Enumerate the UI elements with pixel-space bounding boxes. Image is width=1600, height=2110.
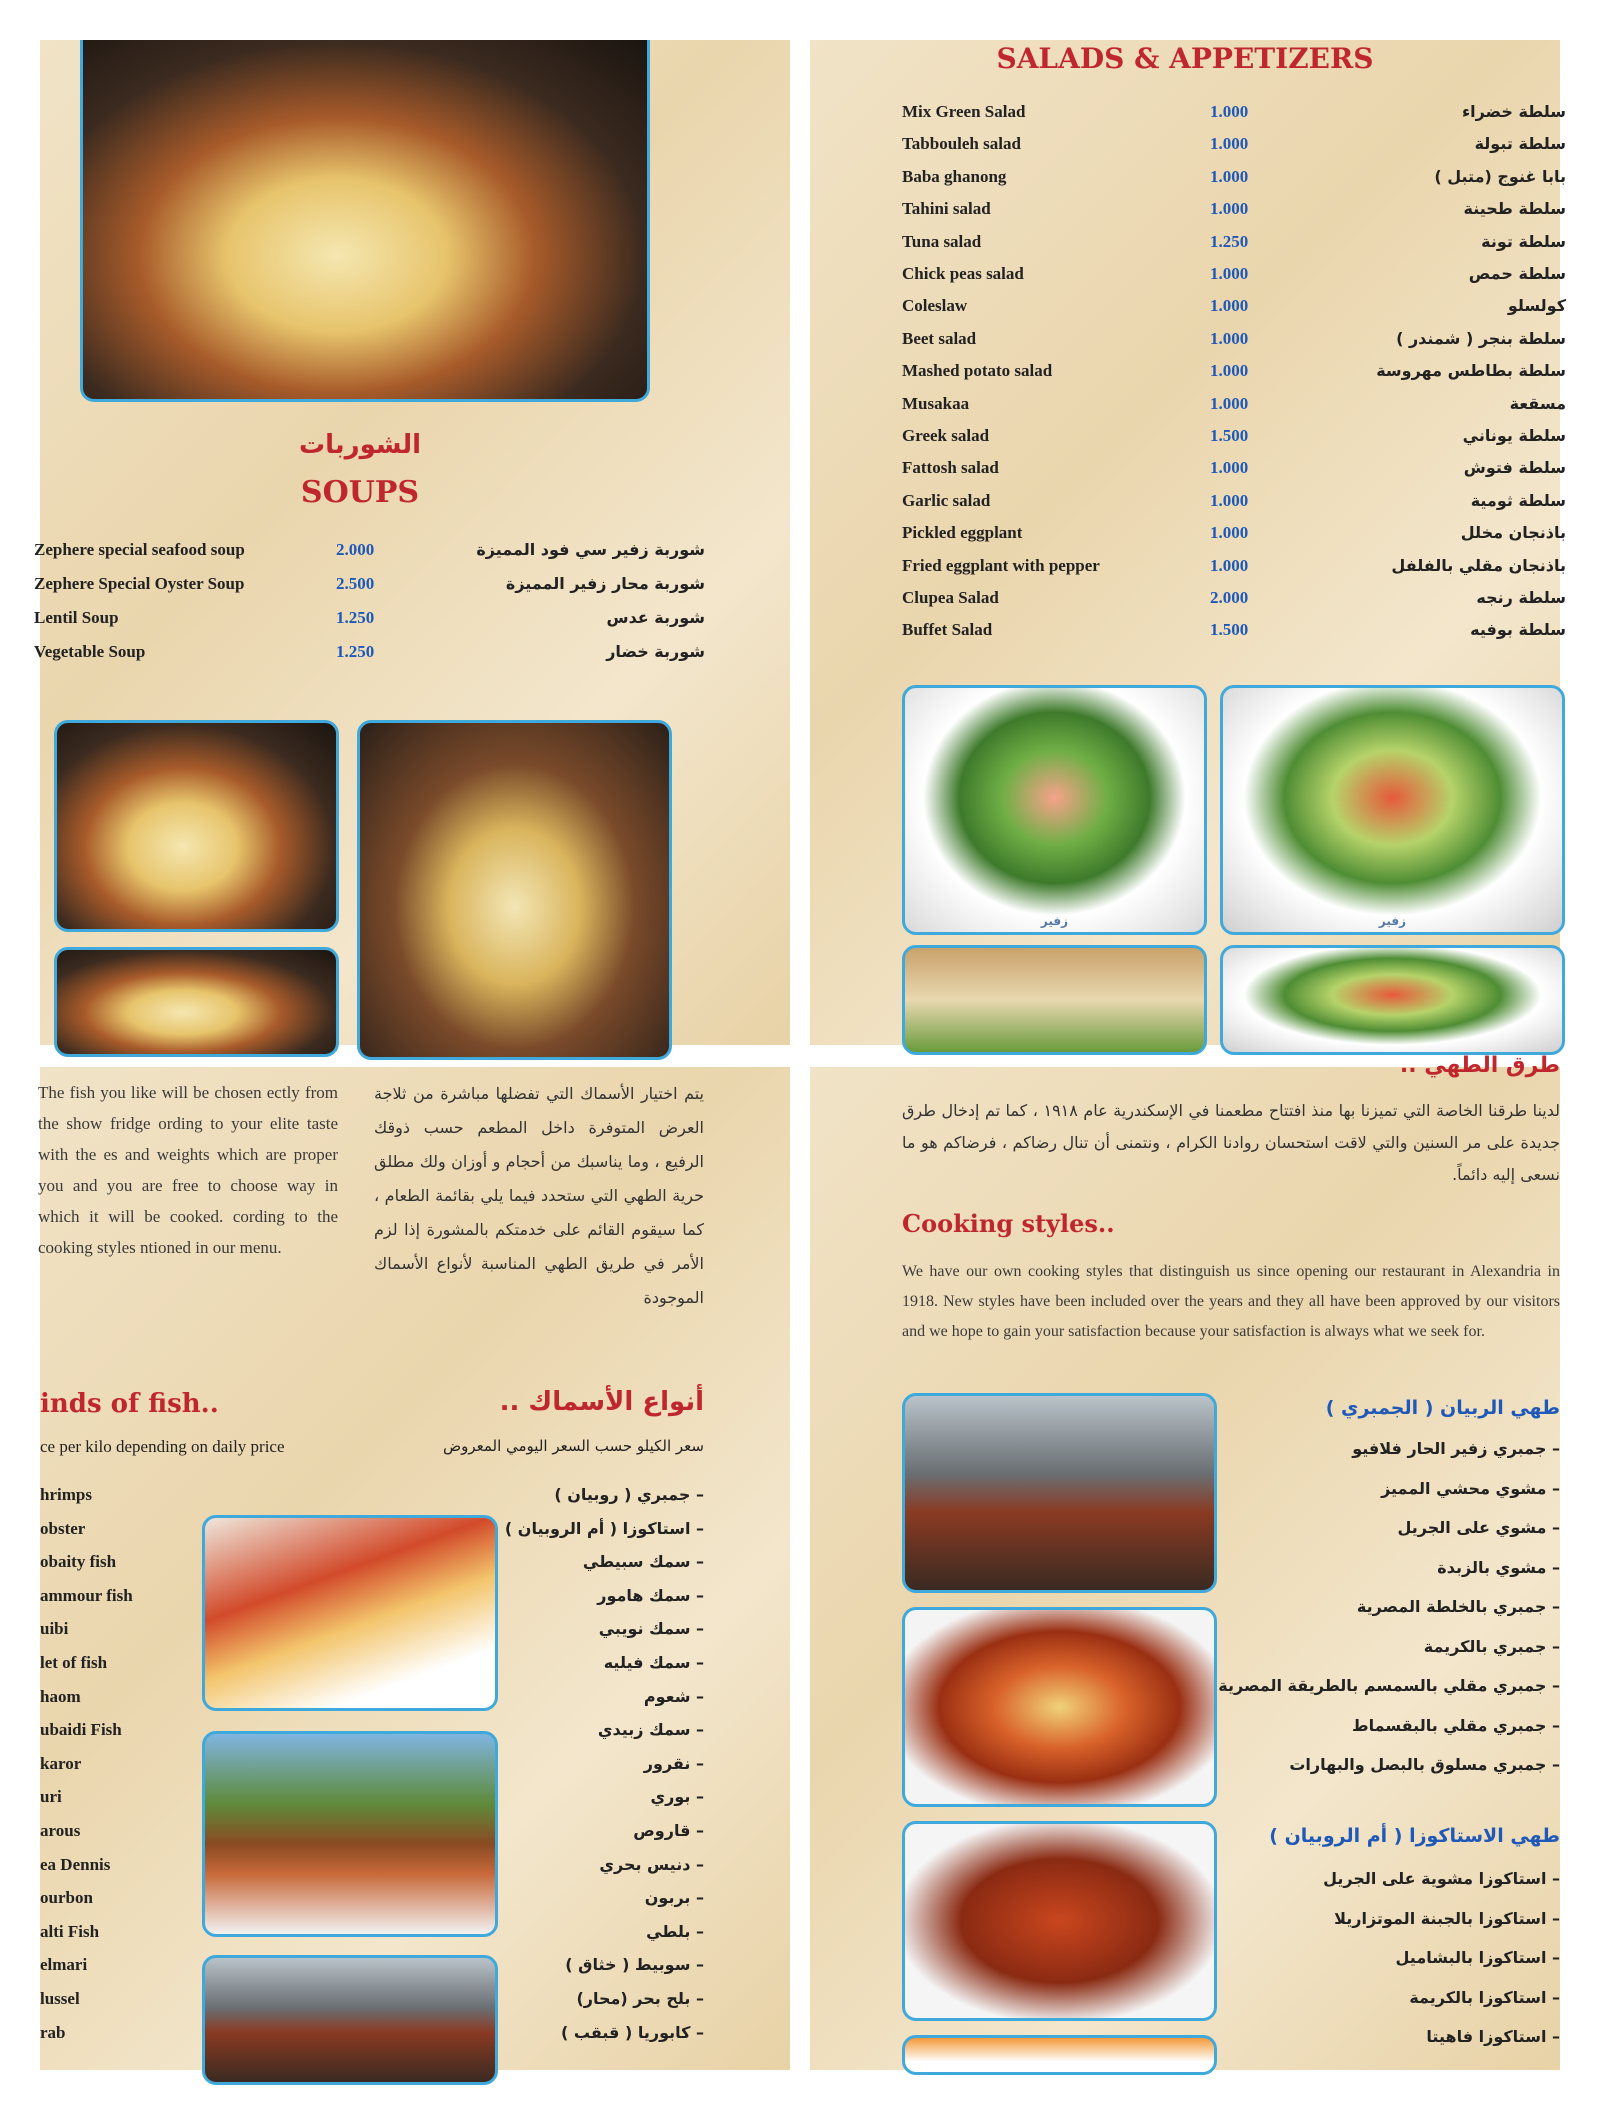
fish-name-en: obaity fish: [40, 1552, 117, 1572]
soup-name-en: Zephere special seafood soup: [34, 540, 245, 559]
soup-price: 2.500: [336, 574, 375, 593]
fish-name-en: obster: [40, 1518, 86, 1538]
fish-name-en: ubaidi Fish: [40, 1720, 122, 1740]
fish-name-en: ourbon: [40, 1888, 93, 1908]
lobster-style-item: – استاكوزا بالجبنة الموتزاريلا: [1334, 1908, 1560, 1928]
salad-name-en: Greek salad: [902, 426, 990, 445]
fish-name-ar: – سوبيط ( خثاق ): [565, 1955, 704, 1975]
soup-row: [34, 608, 790, 638]
shrimp-style-item: – جمبري مقلي بالسمسم بالطريقة المصرية: [1218, 1676, 1560, 1695]
salad-name-ar: باذنجان مخلل: [1460, 523, 1566, 543]
fish-intro-ar: يتم اختيار الأسماك التي تفضلها مباشرة من ثلاجة العرض المتوفرة داخل المطعم حسب ذوقك الرفيع ، وما يناسبك من أحجام و أوزان ولك مطلق حرية الطهي التي ستحدد فيما يلي بقائمة الطعام ، كما سيقوم القائم على خدمتكم بالمشورة إذا لزم الأمر في طريق الطهي المناسبة لأنواع الأسماك الموجودة: [374, 1084, 704, 1307]
shrimp-style-item: – مشوي بالزبدة: [1437, 1557, 1560, 1577]
fish-platter-photo: [202, 1515, 498, 1711]
shrimp-style-item: – جمبري مسلوق بالبصل والبهارات: [1289, 1755, 1560, 1774]
salad-price: 1.000: [1210, 199, 1249, 219]
salad-name-ar: سلطة خضراء: [1461, 102, 1566, 121]
fish-grill-photo: [202, 1955, 498, 2085]
fish-name-ar: – كابوريا ( قبقب ): [561, 2022, 704, 2042]
soup-price: 1.250: [336, 642, 375, 661]
salads-list: [810, 102, 1566, 662]
salad-row: [810, 166, 1566, 197]
salad-name-en: Tabbouleh salad: [902, 134, 1021, 154]
bowl-logo-text: زفير: [1040, 914, 1069, 928]
salad-name-en: Musakaa: [902, 393, 970, 413]
salad-price: 1.000: [1210, 523, 1249, 543]
fattoush-salad-photo: [1220, 685, 1565, 935]
salad-name-en: Clupea Salad: [902, 588, 999, 607]
fish-intro-en: The fish you like will be chosen ectly from the show fridge ording to your elite taste with the es and weights which are proper you and you are free to choose way in which it will be cooked. cording to the cooking styles ntioned in our menu.: [38, 1083, 338, 1257]
soup-name-en: Vegetable Soup: [34, 642, 146, 661]
fish-name-en: rab: [40, 2022, 66, 2042]
fish-heading-ar: أنواع الأسماك ..: [499, 1387, 704, 1417]
fish-name-en: uri: [40, 1787, 62, 1807]
fish-name-ar: – سمك هامور: [597, 1585, 704, 1605]
salad-price: 1.000: [1210, 296, 1249, 316]
fish-name-ar: – بربون: [644, 1888, 704, 1908]
fish-sub-en: ce per kilo depending on daily price: [40, 1437, 285, 1456]
salads-title: SALADS & APPETIZERS: [996, 42, 1374, 75]
salad-row: [810, 523, 1566, 553]
shrimp-style-item: – جمبري بالخلطة المصرية: [1356, 1597, 1560, 1616]
soup-name-ar: شوربة خضار: [606, 642, 705, 661]
soup-price: 1.250: [336, 608, 375, 627]
salad-name-ar: سلطة بوفيه: [1470, 620, 1566, 640]
salad-price: 1.000: [1210, 458, 1249, 478]
soup-row: [34, 642, 790, 672]
salad-name-ar: باذنجان مقلي بالفلفل: [1391, 555, 1566, 575]
seafood-soup-photo: [80, 40, 650, 402]
salad-name-en: Coleslaw: [902, 296, 968, 316]
greek-salad-photo: [902, 685, 1207, 935]
soup-price: 2.000: [336, 540, 375, 559]
salad-price: 1.000: [1210, 490, 1249, 510]
shrimp-style-item: – جمبري بالكريمة: [1423, 1636, 1560, 1656]
fish-heading-en: inds of fish..: [40, 1389, 219, 1419]
salad-name-en: Chick peas salad: [902, 264, 1024, 283]
fish-name-ar: – بوري: [650, 1787, 704, 1807]
fish-name-en: arous: [40, 1821, 81, 1840]
fish-name-ar: – سمك فيليه: [603, 1653, 704, 1672]
fish-sub-ar: سعر الكيلو حسب السعر اليومي المعروض: [442, 1437, 704, 1455]
salad-name-ar: سلطة بنجر ( شمندر ): [1396, 328, 1566, 348]
salad-name-en: Mix Green Salad: [902, 102, 1026, 121]
salad-row: [810, 199, 1566, 229]
fish-names-en: [40, 1485, 210, 2075]
fish-name-ar: – بلطي: [646, 1921, 704, 1941]
side-dish-photo: [902, 2035, 1217, 2075]
salad-price: 1.000: [1210, 264, 1249, 283]
soups-page: [34, 40, 790, 1045]
salad-name-ar: سلطة بطاطس مهروسة: [1376, 361, 1566, 381]
salad-name-ar: سلطة ثومية: [1470, 490, 1566, 510]
salad-name-ar: سلطة رنجه: [1476, 588, 1566, 607]
salad-name-ar: سلطة حمص: [1468, 264, 1566, 283]
salad-name-ar: مسقعة: [1509, 393, 1566, 413]
fish-name-ar: – دنيس بحري: [599, 1854, 704, 1874]
cooking-top-heading: طرق الطهي ..: [1399, 1053, 1560, 1078]
salads-page: [810, 40, 1566, 1045]
lobster-cooking-heading: طهي الاستاكوزا ( أم الروبيان ): [1269, 1825, 1560, 1847]
soup-name-ar: شوربة زفير سي فود المميزة: [476, 540, 705, 559]
fish-name-en: karor: [40, 1753, 82, 1773]
salad-name-ar: سلطة تبولة: [1474, 134, 1566, 154]
cooking-heading-en: Cooking styles..: [902, 1209, 1115, 1238]
cream-soup-photo: [54, 947, 339, 1057]
fish-name-en: haom: [40, 1686, 81, 1706]
shrimp-dish-photo: [902, 1607, 1217, 1807]
salad-row: [810, 490, 1566, 521]
salad-name-ar: كولسلو: [1507, 296, 1566, 316]
soup-name-en: Lentil Soup: [34, 608, 119, 627]
cooking-page: [810, 1053, 1561, 2070]
shrimp-soup-photo: [54, 720, 339, 932]
fish-name-ar: – استاكوزا ( أم الروبيان ): [504, 1518, 704, 1538]
salad-price: 1.000: [1210, 134, 1249, 154]
fish-name-en: uibi: [40, 1619, 69, 1639]
cooking-intro-en: We have our own cooking styles that distinguish us since opening our restaurant in Alexandria in 1918. New styles have been included over the years and they all have been approved by our visitors and we hope to gain your satisfaction because your satisfaction is always what we seek for.: [902, 1263, 1560, 1340]
fish-name-ar: – بلح بحر (محار): [576, 1989, 704, 2008]
salad-price: 1.000: [1210, 393, 1249, 413]
soup-name-ar: شوربة محار زفير المميزة: [505, 574, 705, 593]
fish-name-en: ammour fish: [40, 1585, 133, 1605]
soup-row: [34, 540, 790, 570]
fish-name-ar: – سمك زبيدي: [597, 1720, 704, 1740]
grilled-shrimp-photo: [902, 1393, 1217, 1593]
fish-names-ar: [504, 1485, 704, 2075]
shrimp-cooking-list: [1218, 1439, 1560, 1799]
fish-page: [40, 1067, 790, 2070]
salad-row: [810, 555, 1566, 586]
shrimp-style-item: – جمبري زفير الحار فلافيو: [1352, 1439, 1560, 1458]
garnish-salad-photo: [1220, 945, 1565, 1055]
fish-name-en: elmari: [40, 1955, 88, 1975]
salad-row: [810, 134, 1566, 164]
salad-row: [810, 296, 1566, 326]
salad-name-en: Tahini salad: [902, 199, 991, 219]
salad-name-en: Garlic salad: [902, 490, 991, 510]
lobster-cooking-list: [1230, 1869, 1560, 2069]
salad-name-en: Fried eggplant with pepper: [902, 555, 1100, 575]
salad-price: 1.500: [1210, 426, 1249, 445]
salad-price: 1.250: [1210, 231, 1249, 251]
salad-row: [810, 328, 1566, 359]
salad-row: [810, 231, 1566, 262]
salad-name-en: Pickled eggplant: [902, 523, 1023, 543]
appetizers-bread-photo: [902, 945, 1207, 1055]
salad-name-en: Fattosh salad: [902, 458, 999, 478]
lobster-dish-photo: [902, 1821, 1217, 2021]
salad-price: 1.000: [1210, 361, 1249, 381]
fish-name-ar: – جمبري ( روبيان ): [554, 1485, 704, 1504]
fish-name-ar: – قاروص: [633, 1821, 704, 1840]
fish-name-ar: – سمك نويبي: [598, 1619, 704, 1639]
salad-row: [810, 588, 1566, 618]
salad-name-ar: بابا غنوج (متبل ): [1434, 166, 1566, 186]
fish-name-en: hrimps: [40, 1485, 92, 1504]
salad-price: 1.500: [1210, 620, 1249, 640]
soup-name-ar: شوربة عدس: [606, 608, 705, 627]
fish-name-ar: – شعوم: [643, 1686, 704, 1706]
salad-name-ar: سلطة فتوش: [1463, 458, 1566, 478]
lobster-style-item: – استاكوزا فاهيتا: [1426, 2027, 1560, 2046]
salad-name-ar: سلطة طحينة: [1463, 199, 1566, 219]
fish-name-en: lussel: [40, 1989, 80, 2008]
shrimp-cooking-heading: طهي الربيان ( الجمبري ): [1325, 1397, 1560, 1419]
salad-row: [810, 361, 1566, 391]
salad-name-en: Baba ghanong: [902, 166, 1007, 186]
fish-name-en: alti Fish: [40, 1921, 100, 1941]
fish-name-ar: – سمك سبيطي: [582, 1552, 704, 1572]
lobster-style-item: – استاكوزا بالكريمة: [1409, 1987, 1560, 2007]
salad-row: [810, 264, 1566, 294]
salad-name-en: Mashed potato salad: [902, 361, 1053, 381]
shrimp-style-item: – مشوي على الجريل: [1397, 1518, 1560, 1537]
oyster-soup-photo: [357, 720, 672, 1060]
grilled-fish-photo: [202, 1731, 498, 1937]
fish-name-en: let of fish: [40, 1653, 108, 1672]
lobster-style-item: – استاكوزا مشوية على الجريل: [1323, 1869, 1560, 1888]
cooking-intro-ar: لدينا طرقنا الخاصة التي تميزنا بها منذ افتتاح مطعمنا في الإسكندرية عام ١٩١٨ ، كما تم إدخال طرق جديدة على مر السنين والتي لاقت استحسان روادنا الكرام ، ونتمنى أن تنال رضاكم ، فرضاكم هو ما نسعى إليه دائماً.: [902, 1101, 1561, 1184]
salad-price: 1.000: [1210, 328, 1249, 348]
salad-name-ar: سلطة تونة: [1481, 231, 1566, 251]
salad-name-ar: سلطة يوناني: [1462, 426, 1566, 445]
soups-title-ar: الشوربات: [298, 430, 422, 460]
salad-row: [810, 426, 1566, 456]
salad-price: 1.000: [1210, 166, 1249, 186]
soups-title-en: SOUPS: [300, 475, 420, 510]
salad-row: [810, 458, 1566, 488]
salad-name-en: Beet salad: [902, 328, 977, 348]
bowl-logo-text: زفير: [1378, 914, 1407, 928]
salad-name-en: Tuna salad: [902, 231, 982, 251]
salad-row: [810, 620, 1566, 650]
salad-row: [810, 393, 1566, 424]
shrimp-style-item: – جمبري مقلي بالبقسماط: [1352, 1715, 1560, 1735]
fish-name-en: ea Dennis: [40, 1854, 111, 1874]
salad-name-en: Buffet Salad: [902, 620, 993, 640]
salad-price: 1.000: [1210, 102, 1249, 121]
fish-name-ar: – نقرور: [643, 1753, 704, 1773]
soup-row: [34, 574, 790, 604]
salad-price: 1.000: [1210, 555, 1249, 575]
soups-list: [34, 540, 790, 680]
soup-name-en: Zephere Special Oyster Soup: [34, 574, 245, 593]
salad-row: [810, 102, 1566, 132]
salad-price: 2.000: [1210, 588, 1249, 607]
shrimp-style-item: – مشوي محشي المميز: [1381, 1478, 1560, 1498]
lobster-style-item: – استاكوزا بالبشاميل: [1395, 1948, 1560, 1967]
